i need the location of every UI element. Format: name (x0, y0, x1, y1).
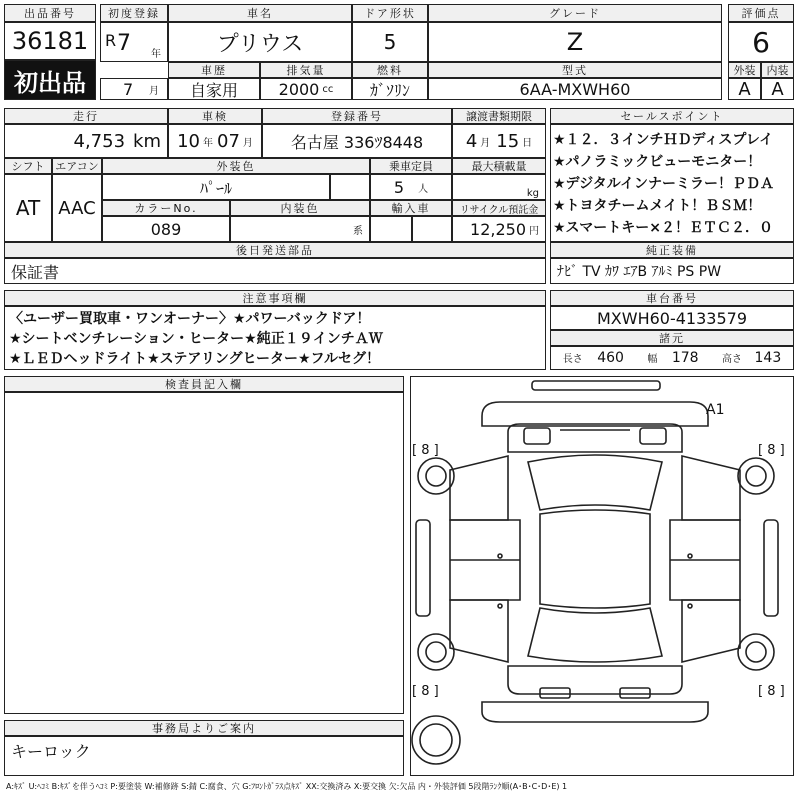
first-reg-month: 7 (123, 80, 134, 99)
fuel: ｶﾞｿﾘﾝ (352, 78, 428, 100)
history: 自家用 (168, 78, 260, 100)
rating: 6 (728, 22, 794, 62)
grade-label: グレード (428, 4, 722, 22)
capacity-cell (370, 174, 452, 200)
car-diagram-box (410, 376, 794, 776)
equipment: ﾅﾋﾞ TV ｶﾜ ｴｱB ｱﾙﾐ PS PW (550, 258, 794, 284)
recycle-cell (452, 216, 546, 242)
shift-label: シフト (4, 158, 52, 174)
reg-number-label: 登録番号 (262, 108, 452, 124)
mileage-label: 走行 (4, 108, 168, 124)
ext-color: ﾊﾟｰﾙ (102, 174, 330, 200)
inspection-year: 10 (177, 130, 200, 152)
first-reg-year-cell (100, 22, 168, 62)
yen-unit: 円 (529, 225, 539, 237)
tire-rl-label: [ 8 ] (412, 684, 439, 699)
transfer-month: 4 (465, 130, 478, 152)
import-label: 輸入車 (370, 200, 452, 216)
note-line: 〈ユーザー買取車・ワンオーナー〉★パワーバックドア！ (9, 311, 371, 327)
capacity-label: 乗車定員 (370, 158, 452, 174)
ext-grade: A (728, 78, 761, 100)
int-grade: A (761, 78, 794, 100)
aircon-label: エアコン (52, 158, 102, 174)
int-color-unit: 系 (353, 225, 363, 237)
fuel-label: 燃料 (352, 62, 428, 78)
inspection-cell (168, 124, 262, 158)
height-spec: 高さ 143 (722, 350, 782, 366)
length-spec: 長さ 460 (562, 350, 624, 366)
grade: Z (428, 22, 722, 62)
office-label: 事務局よりご案内 (4, 720, 404, 736)
legend: A:ｷｽﾞ U:ﾍｺﾐ B:ｷｽﾞを伴うﾍｺﾐ P:要塗装 W:補修跡 S:錆 C:腐食、穴 G:ﾌﾛﾝﾄｶﾞﾗｽ点ｷｽﾞ XX:交換済み X:要交換 欠:欠品 内・外装評価 5段階ﾗﾝｸ順(A･B･C･D･E) 1 (6, 782, 568, 791)
inspection-year-unit: 年 (203, 137, 213, 149)
first-reg-month-cell (100, 78, 168, 100)
history-label: 車歴 (168, 62, 260, 78)
mileage: 4,753 (73, 130, 126, 152)
inspector-box (4, 392, 404, 714)
notes-label: 注意事項欄 (4, 290, 546, 306)
notes-box (4, 306, 546, 370)
km-unit: km (133, 130, 161, 152)
specs-label: 諸元 (550, 330, 794, 346)
displacement-label: 排気量 (260, 62, 352, 78)
lot-number: 36181 (4, 22, 96, 60)
car-name: プリウス (168, 22, 352, 62)
shift: AT (4, 174, 52, 242)
int-color-label: 内装色 (230, 200, 370, 216)
cc-unit: cc (322, 83, 334, 95)
chassis-number: MXWH60-4133579 (550, 306, 794, 330)
recycle-label: リサイクル預託金 (452, 200, 546, 216)
int-label: 内装 (761, 62, 794, 78)
inspection-month-unit: 月 (242, 137, 253, 149)
chassis-label: 車台番号 (550, 290, 794, 306)
notes-text (9, 309, 383, 369)
import (370, 216, 412, 242)
tire-rr-label: [ 8 ] (758, 684, 785, 699)
note-line: ★ＬＥＤヘッドライト★ステアリングヒーター★フルセグ！ (9, 351, 380, 367)
max-load-cell (452, 174, 546, 200)
first-listing-badge: 初出品 (4, 60, 96, 100)
transfer-label: 譲渡書類期限 (452, 108, 546, 124)
import-extra (412, 216, 452, 242)
first-reg-year: 7 (117, 31, 131, 56)
transfer-month-unit: 月 (480, 137, 491, 149)
later-parts: 保証書 (4, 258, 546, 284)
transfer-day: 15 (496, 130, 520, 152)
month-unit: 月 (149, 86, 159, 97)
color-no-label: カラーNo. (102, 200, 230, 216)
mileage-cell (4, 124, 168, 158)
sales-points-list (553, 129, 774, 239)
car-name-label: 車名 (168, 4, 352, 22)
ext-color-extra (330, 174, 370, 200)
office-note: キーロック (4, 736, 404, 776)
ext-label: 外装 (728, 62, 761, 78)
width-spec: 幅 178 (647, 350, 699, 366)
inspector-label: 検査員記入欄 (4, 376, 404, 392)
sales-point: ★スマートキー×２！ＥＴＣ２．０ (553, 220, 774, 236)
tire-fr-label: [ 8 ] (758, 443, 785, 458)
capacity: 5 (393, 177, 405, 197)
rating-label: 評価点 (728, 4, 794, 22)
reg-number: 名古屋 336ﾂ8448 (262, 124, 452, 158)
ext-color-label: 外装色 (102, 158, 370, 174)
color-no: 089 (102, 216, 230, 242)
displacement: 2000 (278, 79, 320, 99)
displacement-cell (260, 78, 352, 100)
kg-unit: kg (526, 188, 539, 199)
era: R (105, 31, 117, 50)
capacity-unit: 人 (418, 183, 429, 195)
aircon: AAC (52, 174, 102, 242)
year-unit: 年 (151, 49, 161, 60)
max-load-label: 最大積載量 (452, 158, 546, 174)
specs-row (550, 346, 794, 370)
sales-points-box (550, 124, 794, 242)
door-type: 5 (352, 22, 428, 62)
sales-point: ★デジタルインナーミラー！ＰＤＡ (553, 176, 775, 192)
recycle: 12,250 (470, 219, 526, 239)
note-line: ★シートベンチレーション・ヒーター★純正１９インチＡＷ (9, 331, 383, 347)
transfer-cell (452, 124, 546, 158)
inspection-month: 07 (217, 130, 240, 152)
sales-points-label: セールスポイント (550, 108, 794, 124)
equipment-label: 純正装備 (550, 242, 794, 258)
sales-point: ★パノラミックビューモニター！ (553, 154, 762, 170)
tire-fl-label: [ 8 ] (412, 443, 439, 458)
sales-point: ★トヨタチームメイト！ＢＳＭ！ (553, 198, 762, 214)
lot-label: 出品番号 (4, 4, 96, 22)
int-color-cell (230, 216, 370, 242)
sales-point: ★１２．３インチＨＤディスプレイ (553, 132, 774, 148)
first-reg-label: 初度登録 (100, 4, 168, 22)
inspection-label: 車検 (168, 108, 262, 124)
transfer-day-unit: 日 (522, 137, 533, 149)
model: 6AA-MXWH60 (428, 78, 722, 100)
later-parts-label: 後日発送部品 (4, 242, 546, 258)
damage-mark: A1 (706, 402, 725, 418)
model-label: 型式 (428, 62, 722, 78)
door-type-label: ドア形状 (352, 4, 428, 22)
